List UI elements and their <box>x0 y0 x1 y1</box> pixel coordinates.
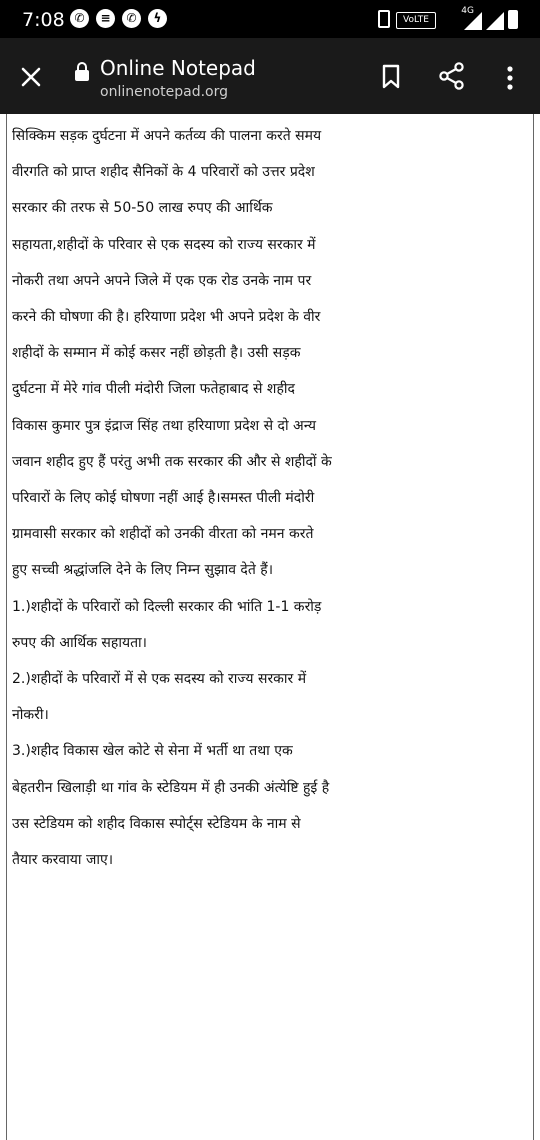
signal-icon <box>464 12 482 30</box>
note-line: परिवारों के लिए कोई घोषणा नहीं आई है।समस्त पीली मंदोरी <box>12 490 315 507</box>
lock-icon <box>75 70 89 81</box>
battery-icon <box>508 10 518 29</box>
phone-icon <box>378 10 390 28</box>
whatsapp-icon: ✆ <box>122 9 141 28</box>
note-line: शहीदों के सम्मान में कोई कसर नहीं छोड़ती है। उसी सड़क <box>12 345 301 362</box>
signal-icon <box>486 12 504 30</box>
note-line: उस स्टेडियम को शहीद विकास स्पोर्ट्स स्टेडियम के नाम से <box>12 815 301 832</box>
page-border-left <box>6 114 7 1140</box>
note-line: सहायता,शहीदों के परिवार से एक सदस्य को राज्य सरकार में <box>12 236 316 253</box>
messenger-icon: ϟ <box>148 9 167 28</box>
close-button[interactable] <box>16 62 46 92</box>
page-title: Online Notepad <box>100 56 256 80</box>
close-icon <box>16 62 46 92</box>
more-options-button[interactable] <box>500 64 520 92</box>
whatsapp-icon: ✆ <box>70 9 89 28</box>
note-line: नोकरी तथा अपने अपने जिले में एक एक रोड उनके नाम पर <box>12 272 312 289</box>
note-line: 2.)शहीदों के परिवारों में से एक सदस्य को राज्य सरकार में <box>12 671 307 688</box>
volte-badge: VoLTE <box>396 12 436 29</box>
app-bar <box>0 38 540 114</box>
note-line: सरकार की तरफ से 50-50 लाख रुपए की आर्थिक <box>12 200 273 217</box>
share-icon <box>438 62 466 90</box>
page-url: onlinenotepad.org <box>100 84 229 100</box>
status-time: 7:08 <box>22 9 65 31</box>
bookmark-icon <box>381 64 401 90</box>
note-line: 3.)शहीद विकास खेल कोटे से सेना में भर्ती था तथा एक <box>12 743 293 760</box>
note-line: 1.)शहीदों के परिवारों को दिल्ली सरकार की भांति 1-1 करोड़ <box>12 598 322 615</box>
network-type-label: 4G <box>461 6 474 16</box>
note-line: तैयार करवाया जाए। <box>12 852 114 869</box>
note-line: बेहतरीन खिलाड़ी था गांव के स्टेडियम में ही उनकी अंत्येष्टि हुई है <box>12 779 330 796</box>
more-vert-icon <box>500 64 520 92</box>
chat-icon: ≡ <box>96 9 115 28</box>
bookmark-button[interactable] <box>381 64 401 90</box>
note-line: करने की घोषणा की है। हरियाणा प्रदेश भी अपने प्रदेश के वीर <box>12 309 321 326</box>
note-line: ग्रामवासी सरकार को शहीदों को उनकी वीरता को नमन करते <box>12 526 314 543</box>
note-line: जवान शहीद हुए हैं परंतु अभी तक सरकार की और से शहीदों के <box>12 453 332 470</box>
note-line: दुर्घटना में मेरे गांव पीली मंदोरी जिला फतेहाबाद से शहीद <box>12 381 295 398</box>
share-button[interactable] <box>438 62 466 90</box>
note-line: वीरगति को प्राप्त शहीद सैनिकों के 4 परिवारों को उत्तर प्रदेश <box>12 164 315 181</box>
note-content[interactable] <box>0 114 540 1140</box>
note-line: हुए सच्ची श्रद्धांजलि देने के लिए निम्न सुझाव देते हैं। <box>12 562 274 579</box>
status-bar <box>0 0 540 38</box>
note-line: सिक्किम सड़क दुर्घटना में अपने कर्तव्य की पालना करते समय <box>12 128 322 144</box>
note-line: नोकरी। <box>12 707 49 724</box>
page-border-right <box>533 114 534 1140</box>
note-line: रुपए की आर्थिक सहायता। <box>12 634 147 651</box>
note-line: विकास कुमार पुत्र इंद्राज सिंह तथा हरियाणा प्रदेश से दो अन्य <box>12 417 316 434</box>
